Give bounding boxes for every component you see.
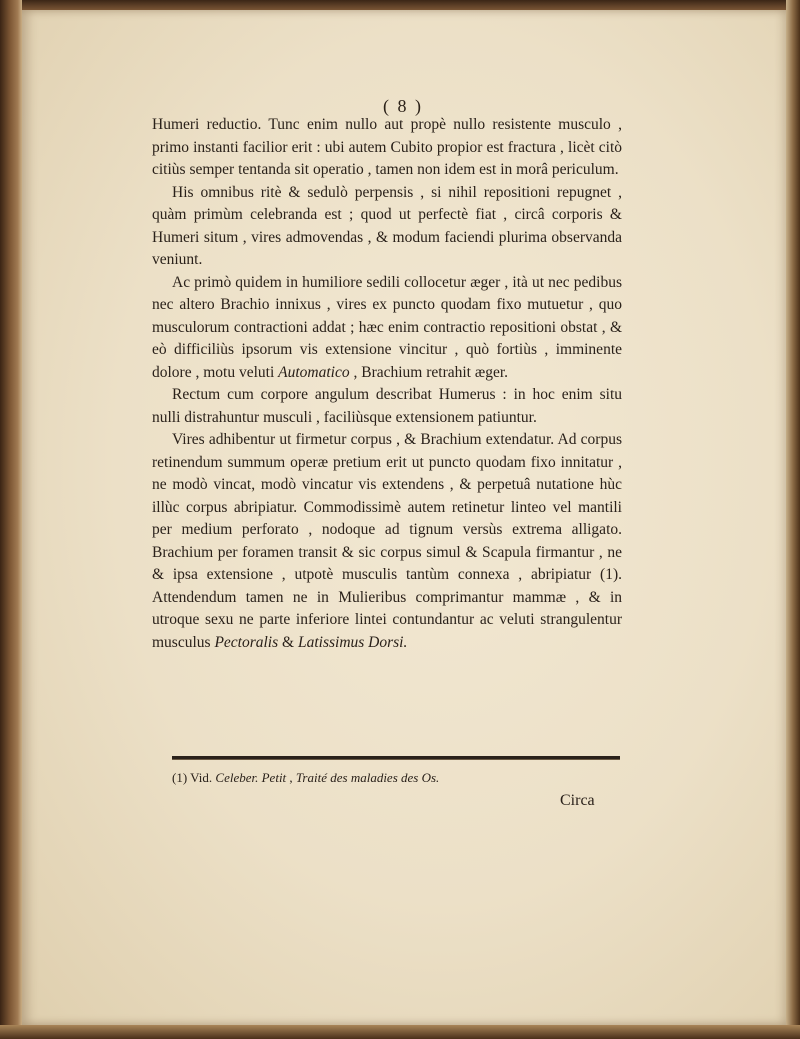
italic-term: Pectoralis <box>214 633 279 651</box>
footnote <box>172 770 620 786</box>
footnote-separator: , <box>286 770 296 785</box>
paragraph-text: Vires adhibentur ut firmetur corpus , & Brachium extendatur. Ad corpus retinendum summum operæ pretium erit ut puncto quodam fixo innitatur , ne modò vincat, modò vincatur vis extendens , & perpetuâ nutatione hùc illùc corpus abripiatur. Commodissimè autem retinetur linteo vel mantili per medium perforato , nodoque ad tignum versùs extrema alligato. Brachium per foramen transit & sic corpus simul & Scapula firmantur , ne & ipsa extensione , utpotè musculis tantùm connexa , abripiatur (1). Attendendum tamen ne in Mulieribus comprimantur mammæ , & in utroque sexu ne parte inferiore lintei contundantur ac veluti strangulentur musculus <box>152 431 622 651</box>
ampersand: & <box>278 633 298 651</box>
paragraph-text: , Brachium retrahit æger. <box>349 363 509 381</box>
paragraph-text: Rectum cum corpore angulum describat Humerus : in hoc enim situ nulli distrahuntur musculi , faciliùsque extensionem patiuntur. <box>152 386 622 426</box>
paragraph-text: His omnibus ritè & sedulò perpensis , si nihil repositioni repugnet , quàm primùm celebranda est ; quod ut perfectè fiat , circâ corporis & Humeri situm , vires admovendas , & modum faciendi plurima observanda veniunt. <box>152 183 622 268</box>
book-edge-right <box>786 0 800 1039</box>
footnote-marker: (1) Vid. <box>172 770 216 785</box>
paragraph-text: Ac primò quidem in humiliore sedili collocetur æger , ità ut nec pedibus nec altero Brachio innixus , vires ex puncto quodam fixo mutuetur , quo musculorum contractioni addat ; hæc enim contractio repositioni obstat , & eò difficiliùs ipsorum vis extensione vincitur , quò fortiùs , imminente dolore , motu veluti <box>152 273 622 381</box>
book-spine-left <box>0 0 22 1039</box>
body-text <box>152 114 622 654</box>
book-edge-top <box>0 0 800 10</box>
paragraph <box>152 182 622 272</box>
footnote-author: Celeber. Petit <box>215 770 287 785</box>
footnote-rule <box>172 756 620 760</box>
catchword: Circa <box>560 792 595 809</box>
book-edge-bottom <box>0 1025 800 1039</box>
paragraph <box>152 429 622 654</box>
page-number: ( 8 ) <box>383 96 423 116</box>
paragraph <box>152 272 622 385</box>
paragraph: Humeri reductio. Tunc enim nullo aut propè nullo resistente musculo , primo instanti facilior erit : ubi autem Cubito propior est fractura , licèt citò citiùs semper tentanda sit operatio , tamen non idem est in morâ periculum. <box>152 116 622 178</box>
italic-term: Latissimus Dorsi. <box>297 633 408 651</box>
footnote-title: Traité des maladies des Os. <box>295 770 440 785</box>
italic-term: Automatico <box>278 363 350 381</box>
paragraph <box>152 384 622 429</box>
